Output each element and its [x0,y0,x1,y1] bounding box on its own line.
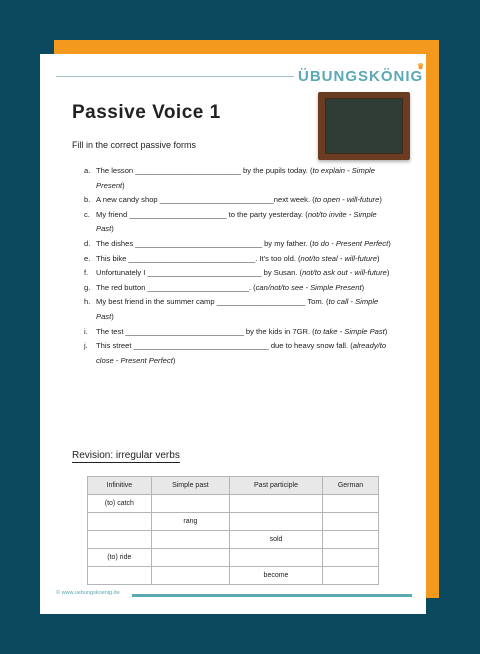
column-header: Simple past [151,477,229,495]
crown-icon: ♛ [417,62,426,71]
exercise-text: A new candy shop [96,195,160,205]
exercise-text: My friend [96,209,130,219]
answer-cell[interactable] [322,567,378,585]
exercise-item [84,252,394,267]
answer-cell[interactable] [151,567,229,585]
column-header: German [322,477,378,495]
exercise-item [84,281,394,296]
exercise-text: The lesson [96,166,136,175]
exercise-marker: j. [84,341,88,351]
answer-cell[interactable] [88,531,152,549]
table-body [88,495,379,585]
exercise-hint: to do - Present Perfect [312,238,389,248]
exercise-text: This bike [96,253,129,263]
answer-cell[interactable] [230,513,323,531]
exercise-hint: to take - Simple Past [314,326,385,336]
table-header-row [88,477,379,495]
chalkboard-image [318,92,410,160]
exercise-text: ) [376,253,380,263]
exercise-text: by Susan. ( [261,268,303,278]
exercise-text: next week. ( [273,195,315,205]
exercise-text: ) [122,180,125,190]
answer-blank[interactable]: ________________________________ [133,341,269,351]
brand-name: ÜBUNGSKÖNIG [298,68,424,85]
exercise-hint: to open - will-future [314,195,380,205]
exercise-marker: i. [84,326,88,336]
exercise-text: Unfortunately I [96,268,148,278]
table-cell: (to) ride [88,549,152,567]
answer-cell[interactable] [151,549,229,567]
answer-cell[interactable] [322,549,378,567]
exercise-item [84,339,394,368]
answer-cell[interactable] [230,549,323,567]
answer-blank[interactable]: ______________________________ [128,253,256,263]
exercise-hint: already/to close - Present Perfect [96,341,387,365]
answer-cell[interactable] [322,513,378,531]
exercise-text: . It's too old. ( [255,253,301,263]
answer-cell[interactable] [151,531,229,549]
exercise-text: This street [96,341,134,351]
footer-rule [132,594,412,597]
answer-blank[interactable]: ________________________ [147,282,249,292]
answer-cell[interactable] [88,513,152,531]
exercise-item [84,266,394,281]
exercise-list [84,164,394,368]
verb-table [87,476,379,585]
exercise-text: ) [111,311,114,321]
exercise-hint: not/to invite - Simple Past [96,209,377,234]
table-cell: (to) catch [88,495,152,513]
exercise-hint: not/to steal - will-future [300,253,377,263]
exercise-text: due to heavy snow fall. ( [268,341,353,351]
exercise-hint: can/not/to see - Simple Present [255,282,362,292]
exercise-text: ) [388,238,391,248]
exercise-marker: h. [84,297,91,307]
answer-cell[interactable] [322,531,378,549]
answer-blank[interactable]: _________________________ [135,166,241,175]
exercise-text: by my father. ( [261,238,313,248]
exercise-text: to the party yesterday. ( [226,209,308,219]
exercise-marker: d. [84,238,91,248]
exercise-text: Tom. ( [305,297,329,307]
column-header: Past participle [230,477,323,495]
brand-logo [298,62,426,85]
exercise-text: The dishes [96,238,136,248]
exercise-text: . ( [248,282,256,292]
answer-blank[interactable]: _______________________ [129,209,227,219]
exercise-hint: to call - Simple Past [96,297,379,321]
exercise-item [84,237,394,252]
exercise-marker: f. [84,268,89,278]
exercise-text: ) [379,195,382,205]
answer-blank[interactable]: ______________________________ [135,238,262,248]
table-row [88,567,379,585]
page-title: Passive Voice 1 [72,102,221,123]
table-cell: sold [230,531,323,549]
exercise-text: My best friend in the summer camp [96,297,217,307]
exercise-text: ) [111,224,114,234]
exercise-hint: not/to ask out - will-future [302,268,387,278]
answer-blank[interactable]: _____________________ [216,297,306,307]
exercise-text: by the pupils today. ( [240,166,313,175]
answer-blank[interactable]: ___________________________ [159,195,274,205]
answer-cell[interactable] [230,495,323,513]
exercise-item [84,208,394,237]
exercise-text: ) [361,282,365,292]
answer-blank[interactable]: ____________________________ [125,326,244,336]
exercise-text: ) [386,268,390,278]
answer-cell[interactable] [151,495,229,513]
answer-cell[interactable] [88,567,152,585]
header-rule [56,76,294,77]
table-row [88,549,379,567]
table-row [88,513,379,531]
exercise-item [84,164,394,193]
revision-heading: Revision: irregular verbs [72,450,180,461]
table-cell: rang [151,513,229,531]
exercise-text: The red button [96,282,148,292]
exercise-marker: c. [84,209,90,219]
exercise-text: by the kids in 7GR. ( [243,326,315,336]
exercise-hint: to explain - Simple Present [96,166,375,190]
exercise-item [84,295,394,324]
exercise-item [84,193,394,208]
answer-cell[interactable] [322,495,378,513]
exercise-marker: e. [84,253,91,263]
instruction: Fill in the correct passive forms [72,140,197,150]
exercise-marker: b. [84,195,91,205]
exercise-text: ) [172,355,176,365]
footer-url: © www.uebungskoenig.de [56,590,120,596]
table-row [88,531,379,549]
worksheet [40,54,426,614]
exercise-marker: g. [84,282,91,292]
table-cell: become [230,567,323,585]
exercise-text: The test [96,326,126,336]
exercise-text: ) [384,326,388,336]
exercise-item [84,325,394,340]
answer-blank[interactable]: ___________________________ [147,268,262,278]
column-header: Infinitive [88,477,152,495]
exercise-marker: a. [84,166,91,175]
table-row [88,495,379,513]
